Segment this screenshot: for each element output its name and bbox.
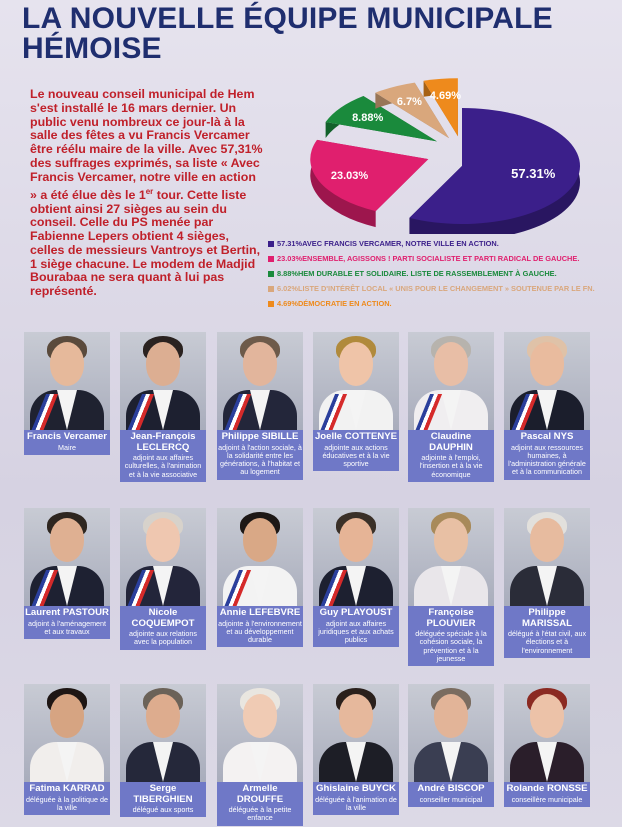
legend-swatch bbox=[268, 256, 274, 262]
member-role: Maire bbox=[58, 442, 76, 452]
legend-swatch bbox=[268, 286, 274, 292]
legend-value: 8.88% bbox=[277, 269, 298, 278]
member-photo-face bbox=[530, 518, 564, 562]
member-photo bbox=[120, 684, 206, 782]
legend-value: 4.69% bbox=[277, 299, 298, 308]
member-name: Guy PLAYOUST bbox=[319, 607, 393, 618]
member-photo bbox=[408, 684, 494, 782]
member-photo bbox=[120, 508, 206, 606]
member-photo bbox=[313, 332, 399, 430]
member-role: conseiller municipal bbox=[419, 794, 483, 804]
member-role: adjoint aux affaires juridiques et aux achats publics bbox=[318, 618, 394, 645]
member-caption bbox=[120, 782, 206, 817]
member-caption bbox=[217, 606, 303, 647]
member-caption bbox=[24, 430, 110, 455]
member-name: Philippe MARISSAL bbox=[521, 607, 573, 629]
member-photo-face bbox=[339, 694, 373, 738]
member-caption bbox=[504, 430, 590, 480]
member-photo bbox=[120, 332, 206, 430]
member-photo bbox=[24, 508, 110, 606]
legend-value: 23.03% bbox=[277, 254, 303, 263]
member-photo-face bbox=[243, 518, 277, 562]
member-name: Serge TIBERGHIEN bbox=[133, 783, 193, 805]
legend-item bbox=[268, 236, 616, 251]
member-photo-face bbox=[50, 342, 84, 386]
member-name: Claudine DAUPHIN bbox=[429, 431, 473, 453]
member-name: Rolande RONSSE bbox=[506, 783, 588, 794]
member-photo-face bbox=[50, 694, 84, 738]
member-role: adjointe à l'environnement et au développement durable bbox=[218, 618, 302, 645]
member-photo-face bbox=[146, 342, 180, 386]
legend-swatch bbox=[268, 301, 274, 307]
legend-label: HEM DURABLE ET SOLIDAIRE. LISTE DE RASSEMBLEMENT À GAUCHE. bbox=[297, 269, 557, 278]
member-name: André BISCOP bbox=[417, 783, 485, 794]
member-photo bbox=[504, 332, 590, 430]
member-photo-face bbox=[530, 694, 564, 738]
intro-paragraph bbox=[30, 88, 266, 299]
member-photo-face bbox=[434, 694, 468, 738]
member-photo bbox=[217, 332, 303, 430]
member-photo-face bbox=[146, 518, 180, 562]
member-caption bbox=[313, 430, 399, 471]
member-photo-face bbox=[146, 694, 180, 738]
member-photo bbox=[24, 332, 110, 430]
member-photo-face bbox=[434, 518, 468, 562]
legend-label: DÉMOCRATIE EN ACTION. bbox=[297, 299, 392, 308]
chart-legend bbox=[268, 236, 616, 311]
member-name: Ghislaine BUYCK bbox=[316, 783, 396, 794]
member-name: Armelle DROUFFE bbox=[236, 783, 284, 805]
member-caption bbox=[408, 782, 494, 807]
legend-item bbox=[268, 281, 616, 296]
member-role: adjointe aux relations avec la population bbox=[129, 629, 197, 647]
legend-label: LISTE D'INTÉRÊT LOCAL « UNIS POUR LE CHANGEMENT » SOUTENUE PAR LE FN. bbox=[297, 284, 595, 293]
member-photo bbox=[24, 684, 110, 782]
member-caption bbox=[408, 430, 494, 482]
pie-value-label-4: 4.69% bbox=[429, 89, 462, 102]
member-name: Laurent PASTOUR bbox=[25, 607, 109, 618]
member-name: Nicole COQUEMPOT bbox=[131, 607, 195, 629]
member-name: Francis Vercamer bbox=[26, 431, 107, 442]
member-photo bbox=[504, 684, 590, 782]
member-role: déléguée spéciale à la cohésion sociale, la prévention et à la jeunesse bbox=[415, 629, 487, 663]
member-name: Fatima KARRAD bbox=[29, 783, 105, 794]
member-photo-face bbox=[434, 342, 468, 386]
legend-value: 6.02% bbox=[277, 284, 298, 293]
legend-item bbox=[268, 251, 616, 266]
member-photo bbox=[408, 332, 494, 430]
member-role: adjoint aux affaires culturelles, à l'animation et à la vie associative bbox=[124, 453, 202, 479]
pie-value-label-2: 8.88% bbox=[352, 112, 384, 125]
member-caption bbox=[120, 606, 206, 650]
member-photo-face bbox=[339, 518, 373, 562]
member-caption bbox=[504, 606, 590, 658]
member-photo-face bbox=[50, 518, 84, 562]
member-role: délégué aux sports bbox=[132, 805, 194, 814]
results-pie-chart bbox=[262, 48, 610, 234]
member-caption bbox=[120, 430, 206, 482]
member-photo bbox=[504, 508, 590, 606]
legend-swatch bbox=[268, 271, 274, 277]
member-photo-face bbox=[243, 342, 277, 386]
member-role: adjoint à l'action sociale, à la solidarité entre les générations, à l'habitat et au logement bbox=[218, 442, 302, 477]
member-name: Joelle COTTENYE bbox=[314, 431, 398, 442]
member-name: Françoise PLOUVIER bbox=[426, 607, 476, 629]
member-caption bbox=[313, 606, 399, 647]
member-name: Jean-François LECLERCQ bbox=[130, 431, 196, 453]
member-photo bbox=[217, 508, 303, 606]
title-line-2: HÉMOISE bbox=[22, 32, 162, 65]
member-role: adjointe à l'emploi, l'insertion et à la vie économique bbox=[419, 453, 483, 479]
legend-item bbox=[268, 266, 616, 281]
member-photo bbox=[408, 508, 494, 606]
legend-value: 57.31% bbox=[277, 239, 303, 248]
intro-text-before: Le nouveau conseil municipal de Hem s'est installé le 16 mars dernier. Un public venu nombreux ce jour-là à la salle des fêtes a vu Francis Vercamer être réélu maire de la ville. Avec 57,31% des suffrages exprimés, sa liste « Avec Francis Vercamer, notre ville en action » a été élue dès le 1 bbox=[30, 87, 263, 202]
intro-text-after: tour. Cette liste obtient ainsi 27 sièges au sein du conseil. Celle du PS menée par Fabienne Lepers obtient 4 sièges, celles de messieurs Vantroys et Bertin, 1 siège chacune. Le modem de Madjid Bourabaa ne sera quant à lui pas représenté. bbox=[30, 187, 261, 299]
member-caption bbox=[217, 430, 303, 480]
legend-label: AVEC FRANCIS VERCAMER, NOTRE VILLE EN ACTION. bbox=[302, 239, 499, 248]
member-photo bbox=[217, 684, 303, 782]
legend-swatch bbox=[268, 241, 274, 247]
member-caption bbox=[217, 782, 303, 826]
member-name: Annie LEFEBVRE bbox=[219, 607, 301, 618]
pie-value-label-3: 6.7% bbox=[396, 96, 422, 109]
member-role: déléguée à la politique de la ville bbox=[26, 794, 108, 812]
member-photo-face bbox=[530, 342, 564, 386]
member-role: adjointe aux actions éducatives et à la vie sportive bbox=[322, 442, 390, 469]
legend-item bbox=[268, 296, 616, 311]
legend-label: ENSEMBLE, AGISSONS ! PARTI SOCIALISTE ET PARTI RADICAL DE GAUCHE. bbox=[302, 254, 580, 263]
member-role: conseillère municipale bbox=[511, 794, 583, 804]
member-role: délégué à l'état civil, aux élections et à l'environnement bbox=[507, 629, 587, 655]
title-line-1: LA NOUVELLE ÉQUIPE MUNICIPALE bbox=[22, 2, 553, 35]
member-role: adjoint aux ressources humaines, à l'administration générale et à la communication bbox=[508, 442, 586, 477]
member-photo bbox=[313, 508, 399, 606]
pie-value-label-0: 57.31% bbox=[511, 166, 556, 182]
member-role: adjoint à l'aménagement et aux travaux bbox=[27, 618, 107, 636]
member-caption bbox=[24, 782, 110, 815]
member-name: Pascal NYS bbox=[520, 431, 574, 442]
member-caption bbox=[24, 606, 110, 639]
intro-superscript: er bbox=[145, 186, 154, 196]
member-caption bbox=[313, 782, 399, 815]
member-photo bbox=[313, 684, 399, 782]
member-caption bbox=[504, 782, 590, 807]
member-photo-face bbox=[243, 694, 277, 738]
member-name: Philippe SIBILLE bbox=[221, 431, 299, 442]
member-role: déléguée à l'animation de la ville bbox=[315, 794, 397, 812]
member-caption bbox=[408, 606, 494, 666]
member-photo-face bbox=[339, 342, 373, 386]
member-role: déléguée à la petite enfance bbox=[228, 805, 292, 823]
pie-value-label-1: 23.03% bbox=[330, 169, 369, 182]
